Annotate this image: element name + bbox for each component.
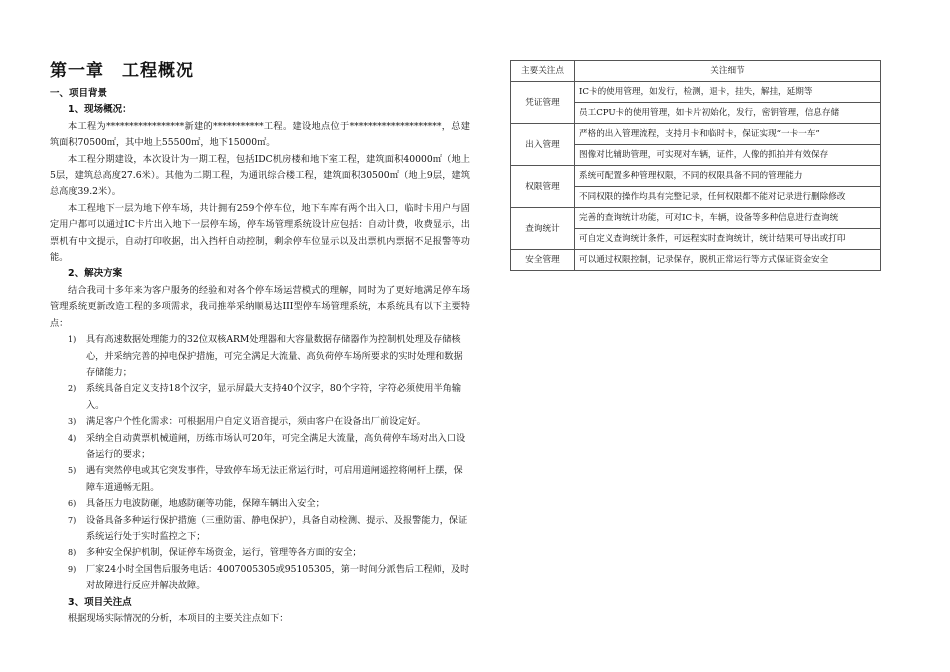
feature-number: 7) — [68, 515, 77, 525]
table-header-key: 主要关注点 — [511, 61, 575, 82]
paragraph: 本工程分期建设，本次设计为一期工程，包括IDC机房楼和地下室工程，建筑面积40000㎡（地上5层，建筑总高度27.6米）。其他为二期工程，为通讯综合楼工程，建筑面积30500㎡（地上9层，建筑总高度39.2米）。 — [50, 153, 470, 198]
feature-text: 具备压力电波防砸，地感防砸等功能，保障车辆出入安全； — [86, 498, 325, 510]
table-cell-key: 凭证管理 — [511, 82, 575, 124]
table-cell-key: 查询统计 — [511, 208, 575, 250]
table-header-detail: 关注细节 — [575, 61, 881, 82]
table-cell-detail: 图像对比辅助管理，可实现对车辆，证件，人像的抓拍并有效保存 — [575, 145, 881, 166]
table-cell-detail: 完善的查询统计功能，可对IC卡，车辆，设备等多种信息进行查询统 — [575, 208, 881, 229]
feature-text: 厂家24小时全国售后服务电话：4007005305或95105305，第一时间分派售后工程师，及时对故障进行反应并解决故障。 — [86, 563, 470, 592]
table-row — [511, 124, 881, 145]
feature-item — [50, 431, 470, 464]
feature-item — [50, 463, 470, 496]
table-cell-detail: 可以通过权限控制，记录保存，脱机正常运行等方式保证资金安全 — [575, 250, 881, 271]
table-cell-detail: IC卡的使用管理，如发行，检测，退卡，挂失，解挂，延期等 — [575, 82, 881, 103]
subsection-heading-solution: 2、解决方案 — [68, 268, 123, 280]
feature-text: 遇有突然停电或其它突发事件，导致停车场无法正常运行时，可启用道闸遥控将闸杆上摆，保障车道通畅无阻。 — [86, 465, 463, 493]
table-row — [511, 250, 881, 271]
paragraph: 本工程地下一层为地下停车场，共计拥有259个停车位，地下车库有两个出入口，临时卡用户与固定用户都可以通过IC卡片出入地下一层停车场，停车场管理系统设计应包括：自动计费，收费显示，出票机有中文提示，自动打印收据，出入挡杆自动控制，剩余停车位显示以及出票机内票据不足报警等功能。 — [50, 202, 470, 264]
table-cell-key: 安全管理 — [511, 250, 575, 271]
table-row — [511, 208, 881, 229]
table-cell-detail: 可自定义查询统计条件，可远程实时查询统计，统计结果可导出或打印 — [575, 229, 881, 250]
chapter-name: 工程概况 — [122, 61, 194, 81]
feature-number: 8) — [68, 548, 77, 558]
feature-item — [50, 381, 470, 414]
feature-number: 4) — [68, 433, 77, 443]
feature-item — [50, 562, 470, 595]
chapter-number: 第一章 — [50, 61, 104, 81]
feature-number: 5) — [68, 466, 77, 476]
table-cell-detail: 系统可配置多种管理权限，不同的权限具备不同的管理能力 — [575, 166, 881, 187]
left-column — [50, 58, 470, 627]
feature-number: 3) — [68, 417, 77, 427]
feature-text: 采纳全自动黄票机械道闸，历练市场认可20年，可完全满足大流量，高负荷停车场对出入口设备运行的要求； — [86, 432, 466, 460]
subsection-heading-focus: 3、项目关注点 — [68, 596, 132, 608]
feature-number: 9) — [68, 564, 77, 574]
table-cell-key: 出入管理 — [511, 124, 575, 166]
paragraph: 根据现场实际情况的分析，本项目的主要关注点如下： — [68, 613, 289, 624]
feature-item — [50, 496, 470, 512]
table-row — [511, 166, 881, 187]
table-cell-detail: 不同权限的操作均具有完整记录，任何权限都不能对记录进行删除修改 — [575, 187, 881, 208]
feature-list — [50, 332, 470, 595]
subsection-heading-site: 1、现场概况： — [68, 104, 132, 116]
feature-text: 多种安全保护机制，保证停车场资金，运行，管理等各方面的安全； — [86, 547, 362, 559]
table-header-row — [511, 61, 881, 82]
focus-table — [510, 60, 881, 271]
feature-item — [50, 545, 470, 561]
chapter-title — [50, 58, 470, 84]
feature-number: 6) — [68, 499, 77, 509]
section-heading: 一、项目背景 — [50, 88, 108, 99]
paragraph: 结合我司十多年来为客户服务的经验和对各个停车场运营模式的理解，同时为了更好地满足停车场管理系统更新改造工程的多项需求，我司推举采纳顺易达III型停车场管理系统，本系统具有以下主要特点： — [50, 284, 470, 329]
table-cell-detail: 严格的出入管理流程，支持月卡和临时卡，保证实现“一卡一车” — [575, 124, 881, 145]
feature-item — [50, 414, 470, 430]
paragraph: 本工程为*****************新建的***********工程。建设地点位于********************，总建筑面积70500㎡，其中地上55500㎡，地下15000㎡。 — [50, 120, 470, 149]
table-cell-key: 权限管理 — [511, 166, 575, 208]
feature-text: 设备具备多种运行保护措施（三重防雷、静电保护），具备自动检测、提示、及报警能力，保证系统运行处于实时监控之下； — [86, 514, 468, 542]
feature-number: 2) — [68, 384, 77, 394]
feature-text: 系统具备自定义支持18个汉字，显示屏最大支持40个汉字，80个字符，字符必须使用半角输入。 — [86, 383, 462, 411]
feature-text: 满足客户个性化需求：可根据用户自定义语音提示，须由客户在设备出厂前设定好。 — [86, 416, 426, 428]
table-cell-detail: 员工CPU卡的使用管理，如卡片初始化，发行，密钥管理，信息存储 — [575, 103, 881, 124]
feature-item — [50, 332, 470, 381]
table-row — [511, 82, 881, 103]
feature-number: 1) — [68, 335, 77, 345]
feature-item — [50, 513, 470, 546]
feature-text: 具有高速数据处理能力的32位双核ARM处理器和大容量数据存储器作为控制机处理及存储核心，并采纳完善的掉电保护措施，可完全满足大流量、高负荷停车场所要求的实时处理和数据存储能力； — [86, 334, 463, 378]
